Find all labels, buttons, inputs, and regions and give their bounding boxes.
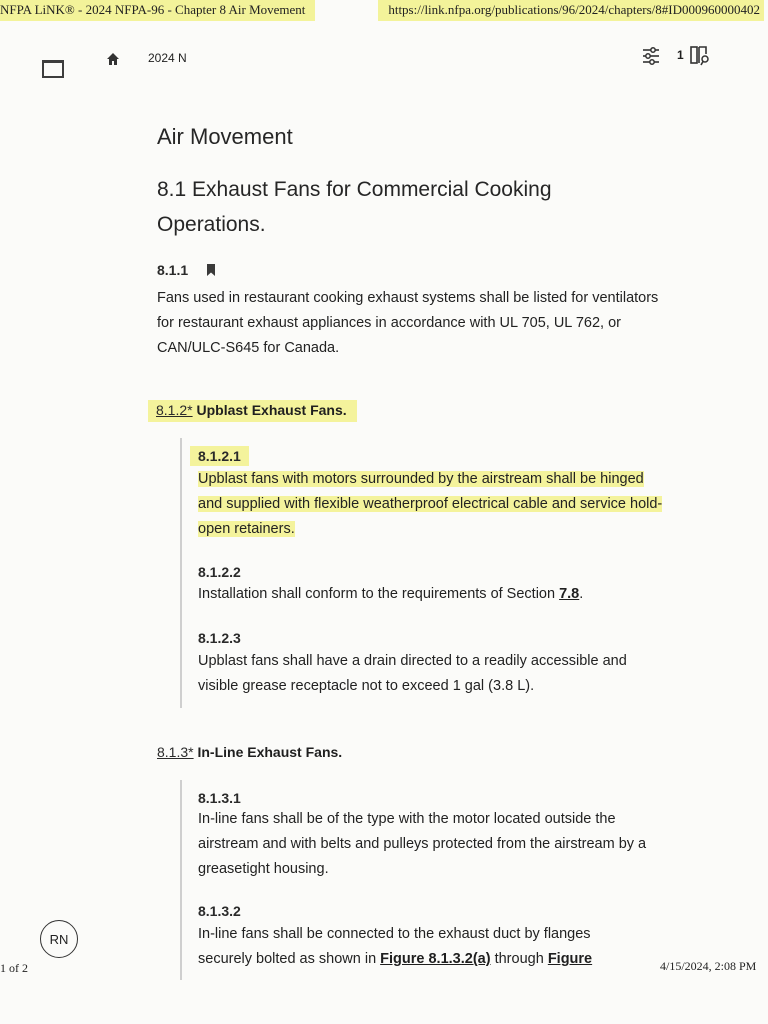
clause-text-end: .: [579, 586, 584, 602]
section-title: 8.1 Exhaust Fans for Commercial Cooking Operations.: [157, 178, 552, 236]
clause-text: In-line fans shall be connected to the exhaust duct by flanges securely bolted as shown in: [198, 926, 591, 967]
clause-number-8-1-3-1: 8.1.3.1: [198, 790, 241, 806]
print-page-title: NFPA LiNK® - 2024 NFPA-96 - Chapter 8 Air Movement: [0, 0, 315, 21]
page-count: 1: [677, 48, 684, 62]
clause-number-8-1-2-1: 8.1.2.1: [190, 446, 249, 466]
document-search-icon[interactable]: [690, 45, 712, 67]
figure-link-8-1-3-2-a[interactable]: Figure 8.1.3.2(a): [380, 951, 491, 967]
print-timestamp: 4/15/2024, 2:08 PM: [660, 959, 757, 973]
subsection-link-8-1-3[interactable]: 8.1.3*: [157, 744, 194, 760]
clause-text-8-1-1: Fans used in restaurant cooking exhaust systems shall be listed for ventilators for restaurant exhaust appliances in accordance with UL 705, UL 762, or CAN/ULC-S645 for Canada.: [157, 290, 659, 356]
chapter-title: Air Movement: [157, 124, 293, 149]
panel-toggle-icon[interactable]: [42, 60, 64, 78]
breadcrumb[interactable]: 2024 N: [148, 51, 187, 65]
clause-number-8-1-3-2: 8.1.3.2: [198, 903, 241, 919]
print-page-number: 1 of 2: [0, 961, 28, 975]
clause-number-text: 8.1.1: [157, 262, 189, 278]
indent-rule: [180, 780, 182, 980]
clause-text-mid: through: [490, 951, 548, 967]
clause-number-8-1-1: [157, 262, 216, 278]
clause-number-8-1-2-2: 8.1.2.2: [198, 564, 241, 580]
print-page-url: https://link.nfpa.org/publications/96/2024/chapters/8#ID000960000402: [378, 0, 764, 21]
clause-text-8-1-2-2: [198, 582, 668, 607]
clause-text-8-1-2-3: Upblast fans shall have a drain directed to a readily accessible and visible grease receptacle not to exceed 1 gal (3.8 L).: [198, 653, 627, 694]
subsection-heading-8-1-3: [157, 744, 342, 760]
subsection-title-8-1-2: Upblast Exhaust Fans.: [196, 402, 347, 418]
clause-text-highlighted: Upblast fans with motors surrounded by the airstream shall be hinged and supplied with flexible weatherproof electrical cable and service hold-open retainers.: [198, 471, 663, 537]
user-avatar[interactable]: RN: [40, 920, 78, 958]
subsection-heading-8-1-2: [148, 400, 357, 422]
figure-link-next[interactable]: Figure: [547, 951, 593, 967]
clause-text: Installation shall conform to the requirements of Section: [198, 586, 560, 602]
clause-text-8-1-2-1: [198, 467, 668, 542]
settings-sliders-icon[interactable]: [641, 46, 661, 66]
section-link-7-8[interactable]: 7.8: [559, 586, 580, 602]
bookmark-icon[interactable]: [206, 264, 216, 276]
subsection-title-8-1-3: In-Line Exhaust Fans.: [197, 744, 343, 760]
home-icon[interactable]: [106, 52, 120, 66]
clause-text-8-1-3-1: In-line fans shall be of the type with the motor located outside the airstream and with belts and pulleys protected from the airstream by a greasetight housing.: [198, 811, 647, 877]
clause-text-8-1-3-2: [198, 922, 618, 972]
clause-number-8-1-2-3: 8.1.2.3: [198, 630, 241, 646]
subsection-link-8-1-2[interactable]: 8.1.2*: [156, 402, 193, 418]
indent-rule: [180, 438, 182, 708]
